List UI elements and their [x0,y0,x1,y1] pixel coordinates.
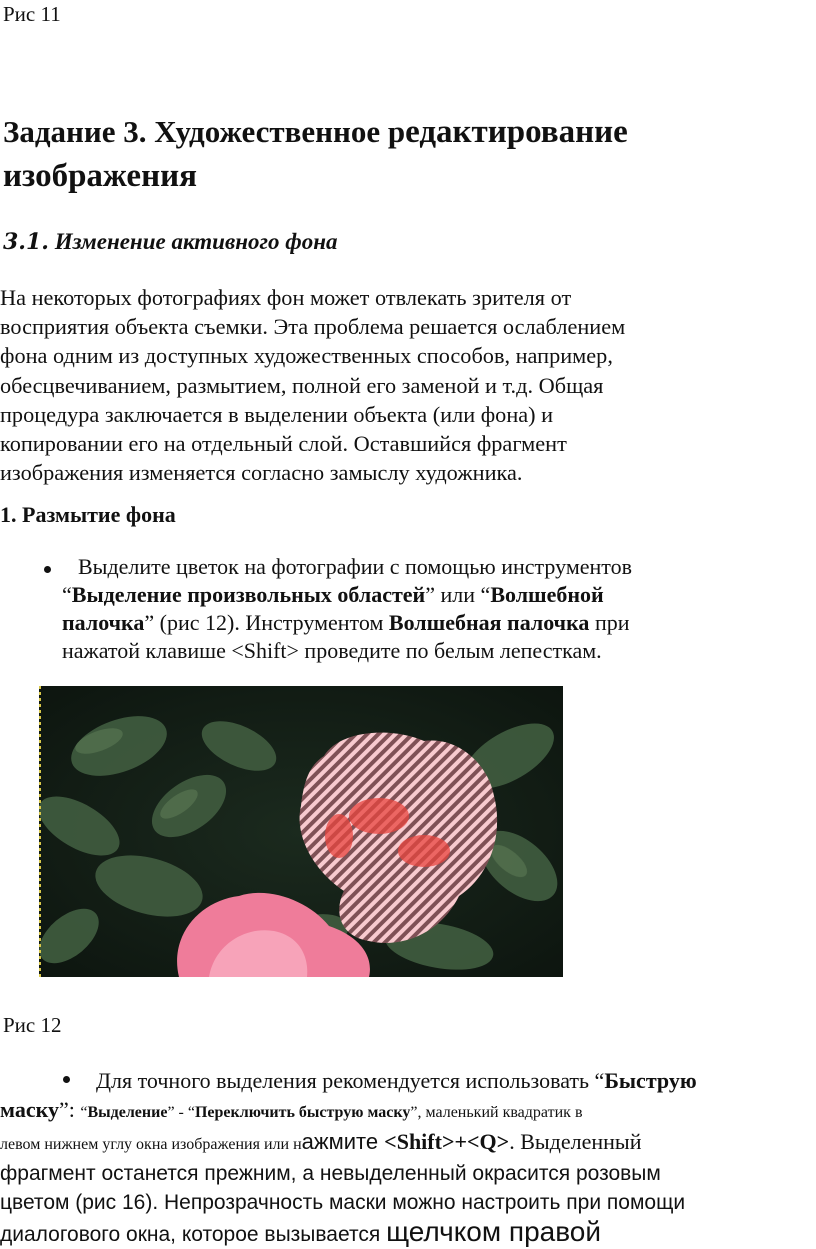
subsection-text: Изменение активного фона [48,229,338,254]
bullet2-line5: цветом (рис 16). Непрозрачность маски можно настроить при помощи [0,1191,686,1214]
quote: “ [62,582,72,607]
tool-name-wand-cont: палочка [62,610,145,635]
tool-name-magic-wand: Волшебной [490,582,604,607]
bullet2-line2 [0,1095,697,1127]
quick-mask-term: Быструю [604,1068,697,1093]
paragraph-line: обесцвечиванием, размытием, полной его заменой и т.д. Общая [0,372,604,398]
task-title-part1: Задание 3. Художественное р [3,114,406,149]
paragraph-line: фона одним из доступных художественных способов, например, [0,343,613,369]
bullet1-line4: нажатой клавише <Shift> проведите по белым лепесткам. [62,638,602,663]
paragraph-line: процедура заключается в выделении объекта (или фона) и [0,401,554,427]
paragraph-line: восприятия объекта съемки. Эта проблема решается ослаблением [0,314,626,340]
text: . Выделенный [509,1129,642,1154]
paragraph-line: изображения изменяется согласно замыслу художника. [0,460,523,486]
bullet-icon [44,566,51,573]
bullet-item-select-flower [62,553,633,665]
bullet2-line1 [96,1066,697,1095]
text: “ [80,1104,88,1121]
subsection-title [3,229,338,255]
figure-12-caption: Рис 12 [3,1013,62,1037]
subsection-number: 3.1. [3,229,49,255]
rose-photo-image [39,686,563,977]
bullet2-line3 [0,1127,697,1159]
bullet-item-quick-mask [0,1066,697,1249]
text: диалогового окна, которое вызывается [0,1223,387,1246]
figure-11-caption: Рис 11 [3,2,61,26]
paragraph-line: копировании его на отдельный слой. Оставшийся фрагмент [0,431,567,457]
task-title-line2: изображения [3,158,197,194]
bullet1-line2 [62,581,632,609]
tool-name-free-select: Выделение произвольных областей [71,582,426,607]
bullet2-line4: фрагмент останется прежним, а невыделенный окрасится розовым [0,1162,661,1185]
text-large: щелчком правой [386,1216,601,1247]
quick-mask-term-cont: маску [0,1097,59,1122]
tool-name-magic-wand-2: Волшебная палочка [388,610,590,635]
menu-path-select: Выделение [87,1104,168,1121]
task-title [3,110,628,198]
text: ”: [58,1097,81,1122]
text: ”, маленький квадратик в [410,1104,583,1121]
bullet2-line6 [0,1217,697,1249]
bullet1-line1: Выделите цветок на фотографии с помощью инструментов [78,554,633,579]
text: ” (рис 12). Инструментом [144,610,389,635]
text: левом нижнем углу окна изображения или н [0,1136,302,1153]
text: ” - “ [167,1104,195,1121]
intro-paragraph [0,283,816,487]
paragraph-line: На некоторых фотографиях фон может отвлекать зрителя от [0,285,572,310]
task-title-part2: едактирование [405,114,628,150]
section-heading: 1. Размытие фона [0,502,176,527]
text: ажмите [301,1129,385,1154]
menu-path-toggle-quick-mask: Переключить быструю маску [194,1104,411,1121]
text: Для точного выделения рекомендуется использовать “ [96,1068,605,1093]
shortcut-shift-q: <Shift>+<Q> [384,1129,510,1154]
bullet1-line3 [62,609,632,637]
text: при [589,610,630,635]
text: ” или “ [425,582,491,607]
bullet-icon [63,1076,70,1083]
